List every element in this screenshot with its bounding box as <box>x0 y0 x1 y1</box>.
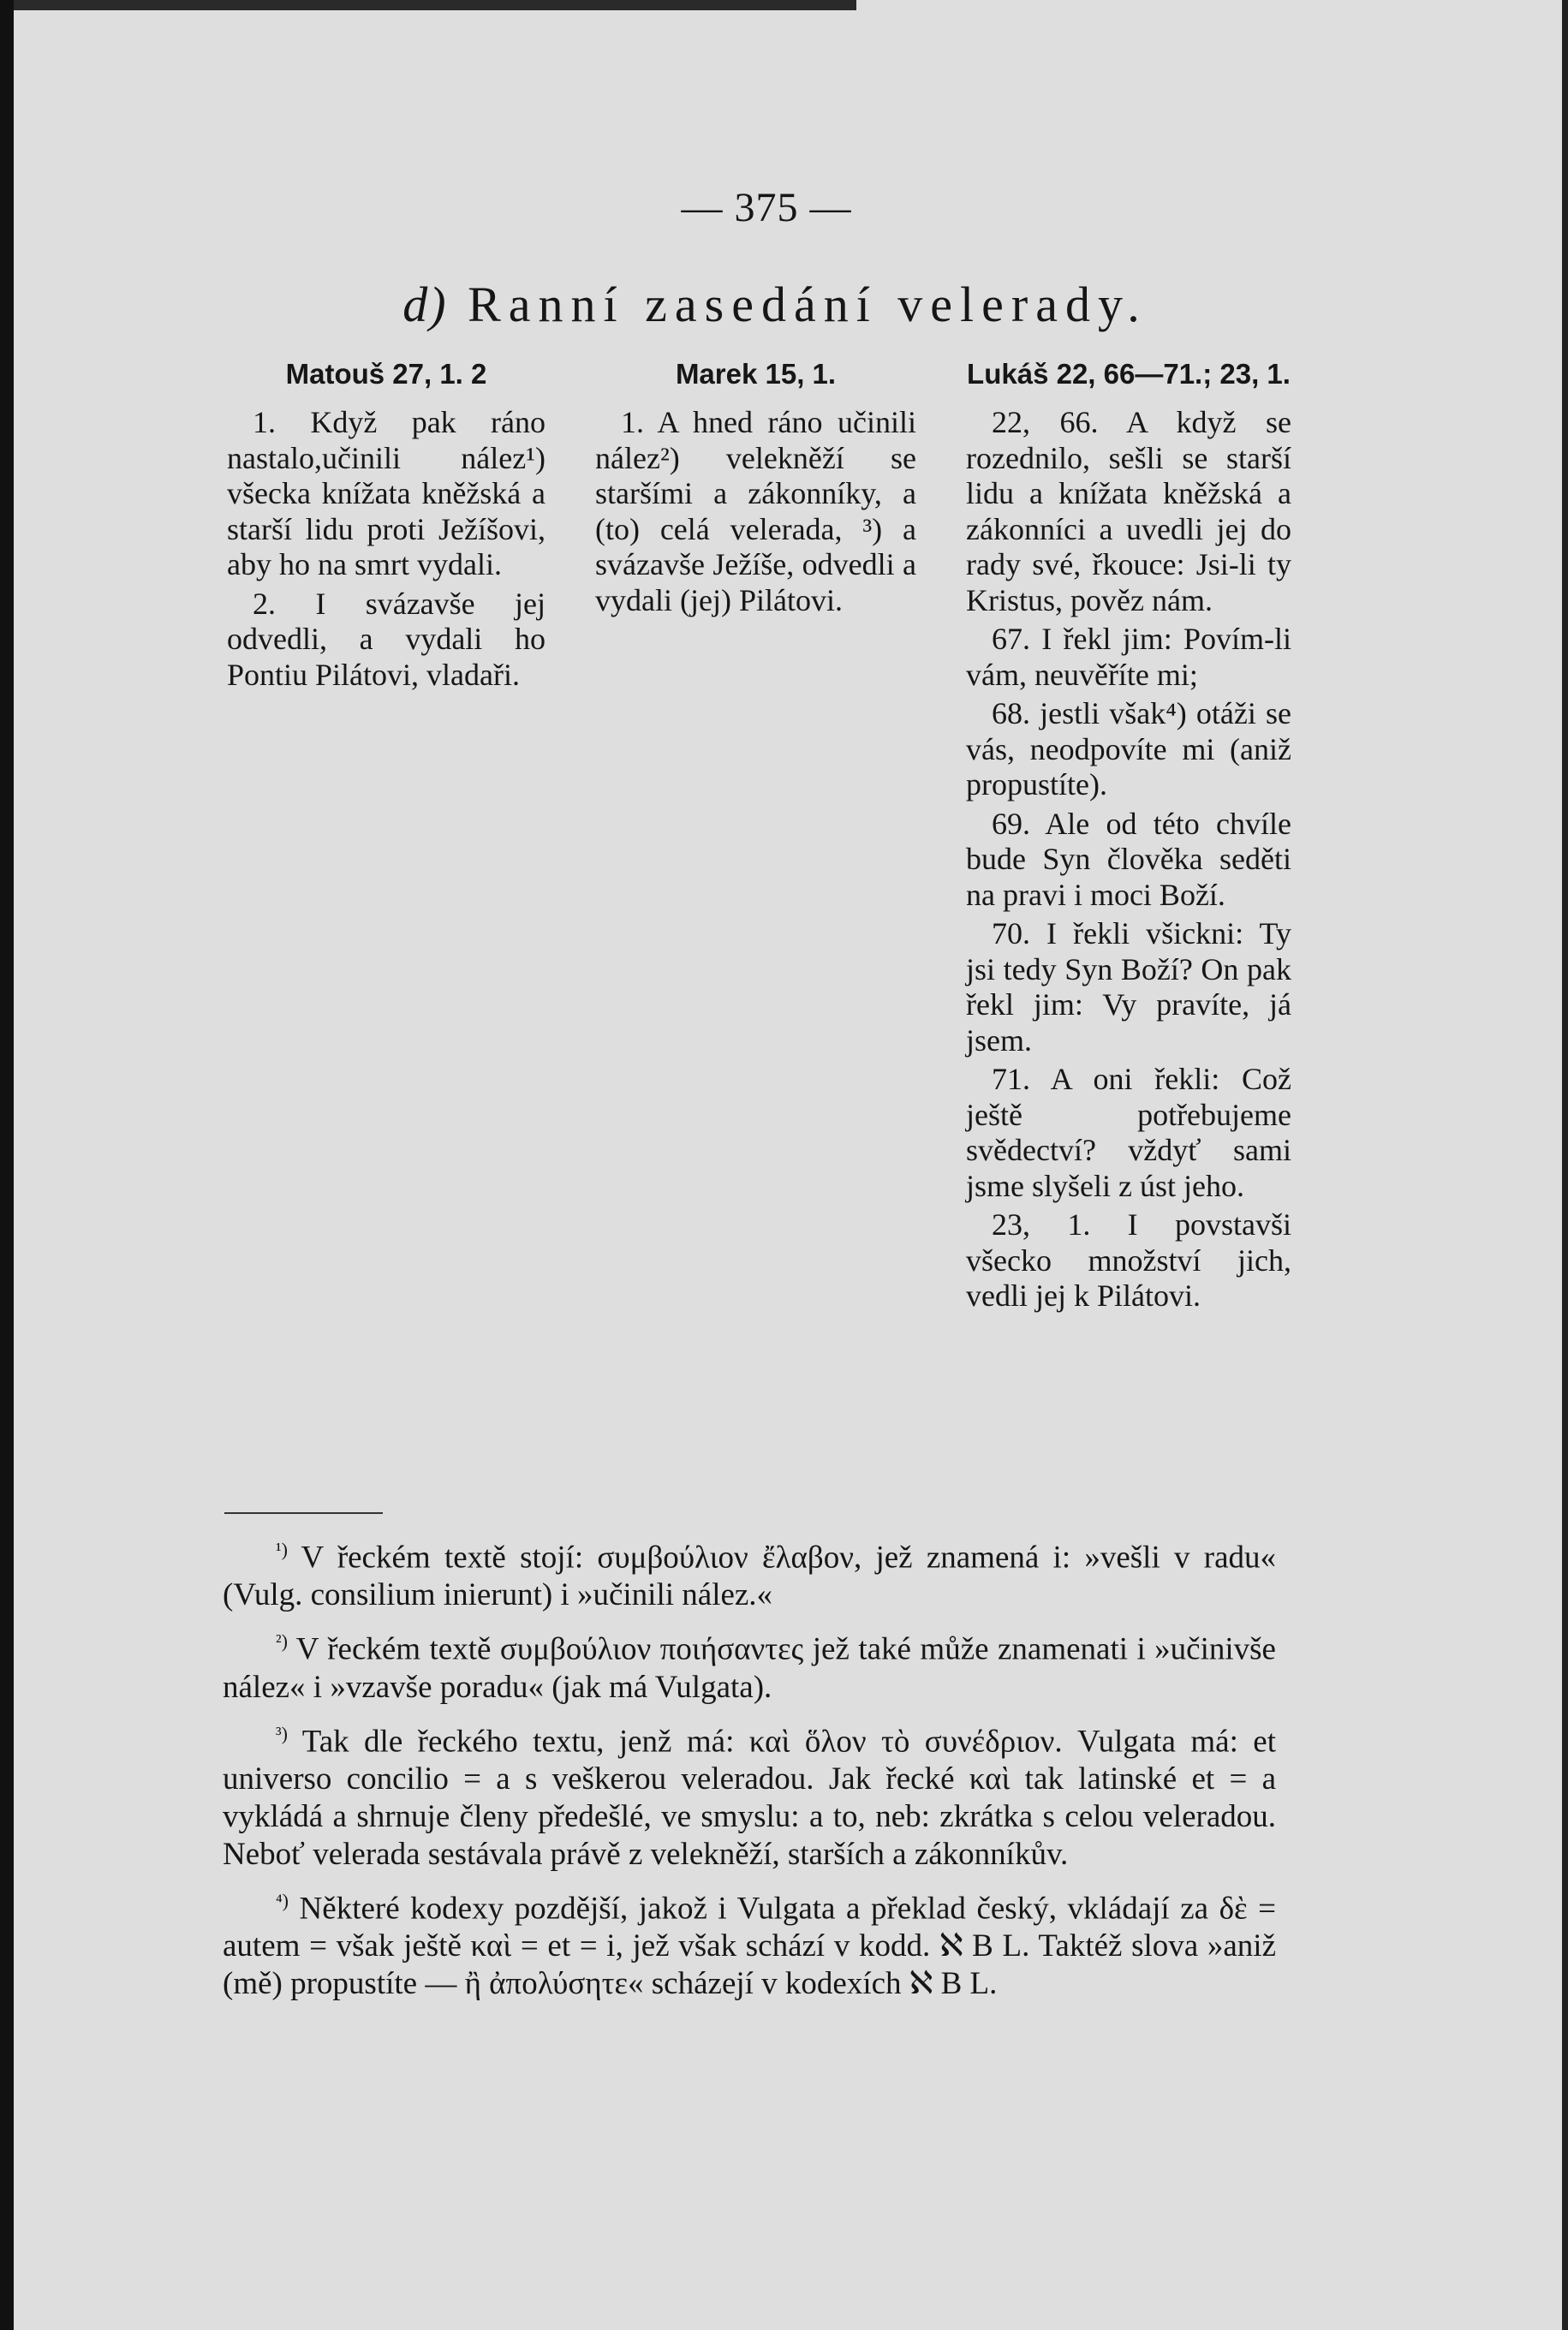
footnote-mark: ¹) <box>276 1539 288 1560</box>
footnote <box>223 1882 1276 2003</box>
footnotes <box>223 1531 1276 2011</box>
verse: 70. I řekli všickni: Ty jsi tedy Syn Boží? On pak řekl jim: Vy pravíte, já jsem. <box>966 916 1291 1058</box>
footnote-text: Tak dle řeckého textu, jenž má: καὶ ὅλον τὸ συνέδριον. Vulgata má: et universo concilio = a s veškerou veleradou. Jak řecké καὶ tak latinské et = a vykládá a shrnuje členy předešlé, ve smyslu: a to, neb: zkrátka s celou veleradou. Neboť velerada sestávala právě z velekněží, starších a zákonníkův. <box>223 1723 1276 1872</box>
verse: 67. I řekl jim: Povím-li vám, neuvěříte mi; <box>966 622 1291 692</box>
footnote <box>223 1531 1276 1614</box>
footnote-text: Některé kodexy pozdější, jakož i Vulgata a překlad český, vkládají za δὲ = autem = však ještě καὶ = et = i, jež však schází v kodd. ℵ B L. Taktéž slova »aniž (mě) propustíte — ἢ ἀπολύσητε« scházejí v kodexích ℵ B L. <box>223 1891 1276 2002</box>
verse: 1. A hned ráno učinili nález²) velekněží se staršími a zákonníky, a (to) celá velerada, ³) a svázavše Ježíše, odvedli a vydali (jej) Pilátovi. <box>595 405 916 617</box>
footnote-mark: ⁴) <box>276 1889 289 1911</box>
verse: 2. I svázavše jej odvedli, a vydali ho Pontiu Pilátovi, vladaři. <box>227 586 546 692</box>
verse: 1. Když pak ráno nastalo,učinili nález¹) všecka knížata kněžská a starší lidu proti Ježíšovi, aby ho na smrt vydali. <box>227 405 546 581</box>
column-matous <box>227 355 546 696</box>
footnote <box>223 1715 1276 1874</box>
verse: 69. Ale od této chvíle bude Syn člověka seděti na pravi i moci Boží. <box>966 806 1291 912</box>
verse: 68. jestli však⁴) otáži se vás, neodpovíte mi (aniž propustíte). <box>966 696 1291 801</box>
verse: 22, 66. A když se rozednilo, sešli se starší lidu a knížata kněžská a zákonníci a uvedli jej do rady své, řkouce: Jsi-li ty Kristus, pověz nám. <box>966 405 1291 617</box>
column-marek <box>595 355 916 622</box>
footnote-divider <box>224 1512 383 1514</box>
footnote <box>223 1623 1276 1706</box>
column-heading: Marek 15, 1. <box>675 358 837 390</box>
scan-right-edge <box>1562 0 1568 2330</box>
verse: 71. A oni řekli: Což ještě potřebujeme svědectví? vždyť sami jsme slyšeli z úst jeho. <box>966 1062 1291 1203</box>
column-heading: Matouš 27, 1. 2 <box>285 358 487 390</box>
scan-top-edge <box>0 0 856 10</box>
section-marker: d) <box>402 277 448 332</box>
footnote-text: V řeckém textě συμβούλιον ποιήσαντες jež také může znamenati i »učinivše nález« i »vzavše poradu« (jak má Vulgata). <box>223 1631 1276 1705</box>
scan-left-edge <box>0 0 14 2330</box>
section-title-text: Ranní zasedání velerady. <box>468 277 1148 332</box>
footnote-mark: ²) <box>276 1630 288 1653</box>
column-heading: Lukáš 22, 66—71.; 23, 1. <box>967 358 1291 390</box>
verse: 23, 1. I povstavši všecko množství jich, vedli jej k Pilátovi. <box>966 1207 1291 1313</box>
section-title <box>325 276 1225 333</box>
footnote-mark: ³) <box>276 1722 288 1744</box>
footnote-text: V řeckém textě stojí: συμβούλιον ἔλαβον, jež znamená i: »vešli v radu« (Vulg. consilium inierunt) i »učinili nález.« <box>223 1540 1276 1613</box>
page-number: — 375 — <box>681 185 852 230</box>
column-lukas <box>966 355 1291 1318</box>
